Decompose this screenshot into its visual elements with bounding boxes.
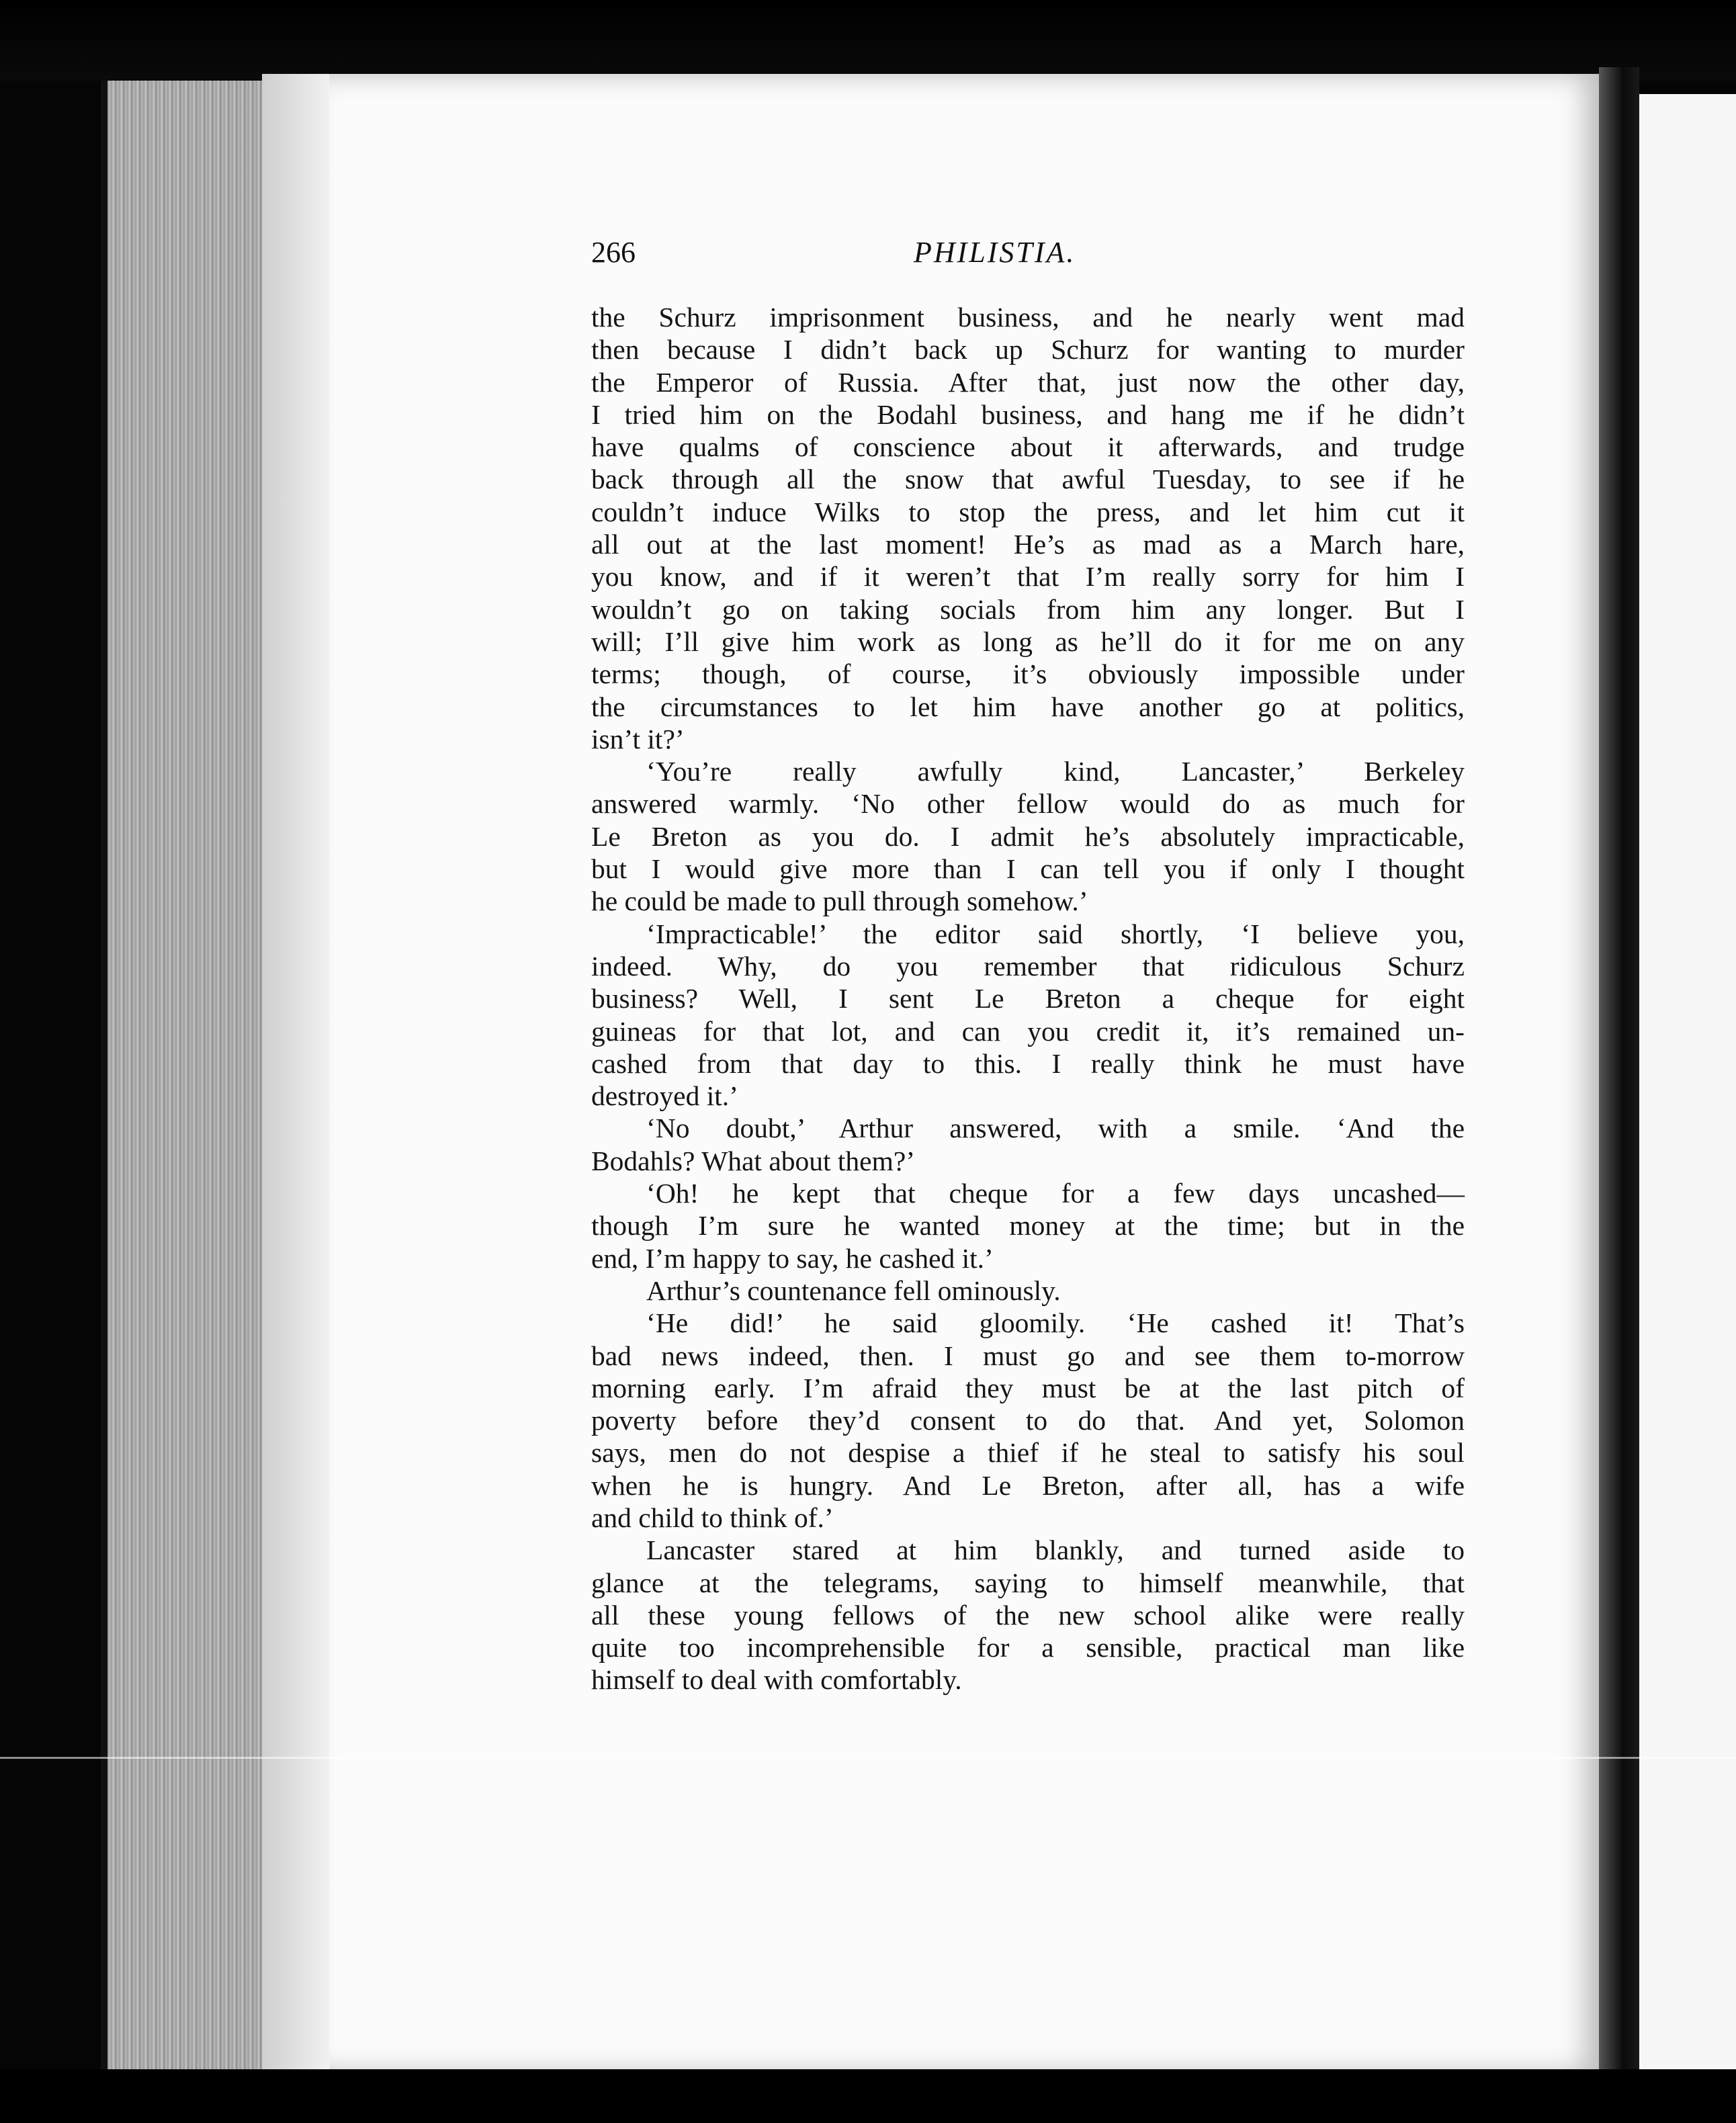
text-line: Lancaster stared at him blankly, and turned aside to bbox=[646, 1534, 1465, 1566]
text-line: ‘Oh! he kept that cheque for a few days uncashed— bbox=[646, 1178, 1465, 1209]
text-line: the Emperor of Russia. After that, just now the other day, bbox=[591, 366, 1465, 398]
text-line: cashed from that day to this. I really think he must have bbox=[591, 1047, 1465, 1079]
body-text bbox=[591, 301, 1465, 1696]
text-line: terms; though, of course, it’s obviously impossible under bbox=[591, 658, 1465, 690]
scan-artifact-line bbox=[0, 1757, 1736, 1759]
text-line: morning early. I’m afraid they must be at the last pitch of bbox=[591, 1372, 1465, 1403]
page-edge-highlight bbox=[262, 74, 329, 2069]
text-line: back through all the snow that awful Tuesday, to see if he bbox=[591, 464, 1465, 495]
page-number: 266 bbox=[591, 236, 636, 269]
text-line: all these young fellows of the new school alike were really bbox=[591, 1599, 1465, 1631]
text-line: wouldn’t go on taking socials from him any longer. But I bbox=[591, 593, 1465, 625]
text-line: business? Well, I sent Le Breton a cheque for eight bbox=[591, 983, 1465, 1014]
text-line: Bodahls? What about them?’ bbox=[591, 1145, 916, 1176]
text-line: says, men do not despise a thief if he steal to satisfy his soul bbox=[591, 1437, 1465, 1469]
text-line: the Schurz imprisonment business, and he nearly went mad bbox=[591, 302, 1465, 333]
text-line: ‘No doubt,’ Arthur answered, with a smile. ‘And the bbox=[646, 1113, 1465, 1144]
running-title: PHILISTIA. bbox=[914, 236, 1076, 269]
text-line: quite too incomprehensible for a sensible, practical man like bbox=[591, 1632, 1465, 1663]
text-line: ‘He did!’ he said gloomily. ‘He cashed it! That’s bbox=[646, 1307, 1465, 1339]
text-line: guineas for that lot, and can you credit it, it’s remained un- bbox=[591, 1015, 1465, 1047]
book-gutter bbox=[1599, 67, 1639, 2076]
text-line: glance at the telegrams, saying to himself meanwhile, that bbox=[591, 1567, 1465, 1598]
text-line: when he is hungry. And Le Breton, after all, has a wife bbox=[591, 1469, 1465, 1501]
text-line: indeed. Why, do you remember that ridiculous Schurz bbox=[591, 950, 1465, 982]
text-line: and child to think of.’ bbox=[591, 1502, 834, 1533]
bottom-shadow bbox=[0, 2069, 1736, 2123]
text-line: he could be made to pull through somehow.’ bbox=[591, 885, 1088, 917]
text-line: but I would give more than I can tell you if only I thought bbox=[591, 853, 1465, 885]
text-line: Arthur’s countenance fell ominously. bbox=[646, 1274, 1061, 1306]
text-line: answered warmly. ‘No other fellow would do as much for bbox=[591, 788, 1465, 820]
text-line: all out at the last moment! He’s as mad as a March hare, bbox=[591, 529, 1465, 560]
text-line: Le Breton as you do. I admit he’s absolutely impracticable, bbox=[591, 820, 1465, 852]
text-line: poverty before they’d consent to do that. And yet, Solomon bbox=[591, 1405, 1465, 1436]
text-line: couldn’t induce Wilks to stop the press, and let him cut it bbox=[591, 496, 1465, 527]
top-shadow bbox=[0, 0, 1736, 81]
text-line: though I’m sure he wanted money at the time; but in the bbox=[591, 1210, 1465, 1242]
text-line: himself to deal with comfortably. bbox=[591, 1664, 962, 1696]
text-line: you know, and if it weren’t that I’m really sorry for him I bbox=[591, 561, 1465, 593]
page-header bbox=[591, 235, 1465, 275]
text-line: have qualms of conscience about it afterwards, and trudge bbox=[591, 431, 1465, 463]
text-line: then because I didn’t back up Schurz for wanting to murder bbox=[591, 334, 1465, 365]
text-line: destroyed it.’ bbox=[591, 1080, 738, 1112]
text-line: end, I’m happy to say, he cashed it.’ bbox=[591, 1242, 994, 1274]
facing-page-edge bbox=[1639, 94, 1736, 2076]
text-line: isn’t it?’ bbox=[591, 723, 685, 754]
text-line: will; I’ll give him work as long as he’ll do it for me on any bbox=[591, 625, 1465, 657]
text-line: ‘Impracticable!’ the editor said shortly, ‘I believe you, bbox=[646, 918, 1465, 949]
text-line: the circumstances to let him have another go at politics, bbox=[591, 691, 1465, 722]
text-line: bad news indeed, then. I must go and see them to-morrow bbox=[591, 1340, 1465, 1371]
text-line: ‘You’re really awfully kind, Lancaster,’ Berkeley bbox=[646, 756, 1465, 787]
text-line: I tried him on the Bodahl business, and hang me if he didn’t bbox=[591, 398, 1465, 430]
